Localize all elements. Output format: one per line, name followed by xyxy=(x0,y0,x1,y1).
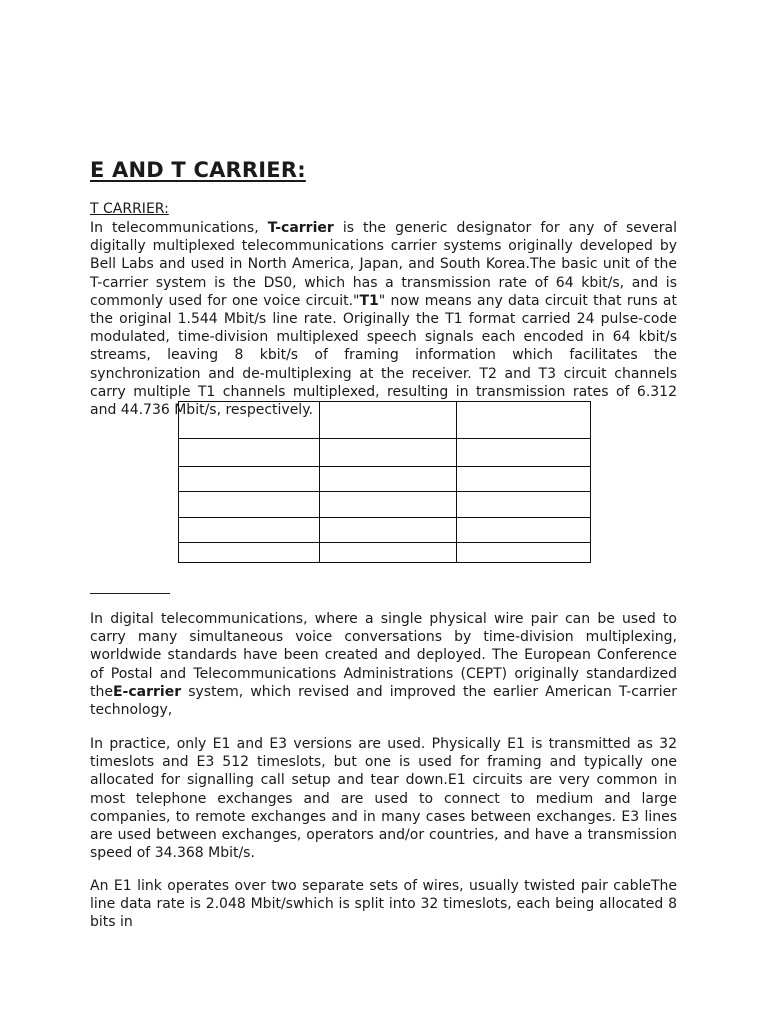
paragraph-t-carrier xyxy=(90,219,677,419)
table-cell xyxy=(179,402,320,439)
page-title: E AND T CARRIER: xyxy=(90,158,306,182)
text-run: In telecommunications, xyxy=(90,220,268,236)
table-cell xyxy=(320,467,457,492)
table-row xyxy=(179,467,591,492)
table-cell xyxy=(320,402,457,439)
paragraph-e1-link: An E1 link operates over two separate sets of wires, usually twisted pair cableThe line data rate is 2.048 Mbit/swhich is split into 32 timeslots, each being allocated 8 bits in xyxy=(90,878,677,931)
text-run: is the generic designator for any of several digitally multiplexed telecommunications carrier systems originally developed by Bell Labs and used in North America, Japan, and South Korea.The basic unit of the T-carrier system is the DS0, which has a transmission rate of 64 kbit/s, and is commonly used for one voice circuit." xyxy=(90,220,677,309)
table-row xyxy=(179,402,591,439)
table-row xyxy=(179,492,591,518)
table-cell xyxy=(320,492,457,518)
table-cell xyxy=(179,518,320,543)
text-run: system, which revised and improved the earlier American T-carrier technology, xyxy=(90,683,677,719)
table-cell xyxy=(457,467,591,492)
empty-table xyxy=(178,401,591,563)
text-run: In digital telecommunications, where a single physical wire pair can be used to carry many simultaneous voice conversations by time-division multiplexing, worldwide standards have been created and deployed. The European Conference of Postal and Telecommunications Administrations (CEPT) originally standardized the xyxy=(90,611,677,700)
paragraph-e-carrier-intro xyxy=(90,610,677,719)
table-cell xyxy=(457,518,591,543)
text-run: " now means any data circuit that runs at the original 1.544 Mbit/s line rate. Originally the T1 format carried 24 pulse-code modulated, time-division multiplexed speech signals each encoded in 64 kbit/s streams, leaving 8 kbit/s of framing information which facilitates the synchronization and de-multiplexing at the receiver. T2 and T3 circuit channels carry multiple T1 channels multiplexed, resulting in transmission rates of 6.312 and 44.736 Mbit/s, respectively. xyxy=(90,292,677,419)
table-cell xyxy=(320,543,457,563)
bold-term-t-carrier: T-carrier xyxy=(267,220,334,236)
bold-term-e-carrier: E-carrier xyxy=(112,683,182,700)
table-cell xyxy=(457,439,591,467)
paragraph-e1-e3: In practice, only E1 and E3 versions are used. Physically E1 is transmitted as 32 timeslots and E3 512 timeslots, but one is used for framing and typically one allocated for signalling call setup and tear down.E1 circuits are very common in most telephone exchanges and are used to connect to medium and large companies, to remote exchanges and in many cases between exchanges. E3 lines are used between exchanges, operators and/or countries, and have a transmission speed of 34.368 Mbit/s. xyxy=(90,736,677,862)
table-cell xyxy=(320,439,457,467)
table-cell xyxy=(179,543,320,563)
footnote-separator xyxy=(90,593,170,594)
table-row xyxy=(179,439,591,467)
table-row xyxy=(179,543,591,563)
table-cell xyxy=(457,402,591,439)
table-cell xyxy=(179,467,320,492)
table-cell xyxy=(179,492,320,518)
table-cell xyxy=(179,439,320,467)
section-heading-t-carrier: T CARRIER: xyxy=(90,201,169,217)
table-cell xyxy=(457,492,591,518)
bold-term-t1: T1 xyxy=(359,292,379,309)
table-row xyxy=(179,518,591,543)
table-cell xyxy=(457,543,591,563)
table-cell xyxy=(320,518,457,543)
